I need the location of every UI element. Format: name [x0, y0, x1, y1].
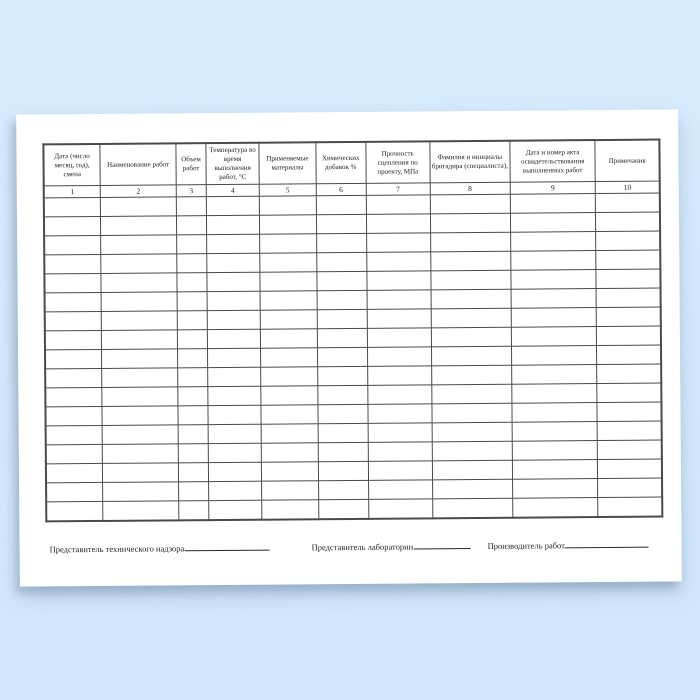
table-cell: [596, 212, 660, 232]
column-header-8: Фамилия и инициалы бригадира (специалиста),: [430, 141, 510, 184]
table-cell: [597, 345, 661, 365]
column-number-cell: 5: [259, 184, 316, 196]
table-cell: [45, 350, 102, 369]
table-cell: [102, 330, 178, 350]
table-cell: [432, 442, 512, 462]
table-cell: [512, 498, 598, 518]
table-cell: [368, 404, 432, 424]
table-cell: [261, 348, 318, 367]
table-cell: [316, 234, 366, 253]
table-cell: [596, 231, 660, 251]
table-cell: [318, 481, 368, 500]
table-cell: [45, 312, 102, 331]
table-cell: [597, 402, 661, 422]
table-cell: [45, 407, 102, 426]
table-cell: [511, 346, 597, 366]
table-cell: [177, 273, 207, 292]
table-cell: [209, 463, 262, 482]
table-cell: [431, 328, 511, 348]
table-cell: [100, 197, 176, 217]
table-cell: [511, 270, 597, 290]
table-cell: [207, 216, 260, 235]
signature-row: [20, 537, 682, 556]
table-cell: [101, 254, 177, 274]
table-cell: [368, 423, 432, 443]
table-cell: [512, 403, 598, 423]
column-number-cell: 1: [44, 186, 101, 198]
column-number-cell: 4: [206, 185, 259, 197]
table-cell: [101, 292, 177, 312]
table-cell: [176, 216, 206, 235]
table-cell: [260, 215, 317, 234]
table-cell: [102, 368, 178, 388]
table-cell: [177, 235, 207, 254]
table-cell: [318, 500, 368, 520]
table-cell: [101, 216, 177, 236]
table-cell: [209, 501, 262, 521]
table-cell: [102, 444, 178, 464]
table-cell: [44, 217, 101, 236]
table-cell: [261, 386, 318, 405]
table-cell: [597, 421, 661, 441]
column-number-cell: 9: [510, 182, 596, 195]
table-cell: [317, 348, 367, 367]
table-cell: [44, 198, 101, 217]
table-cell: [317, 367, 367, 386]
table-cell: [102, 425, 178, 445]
table-cell: [512, 460, 598, 480]
table-cell: [317, 253, 367, 272]
table-cell: [597, 364, 661, 384]
table-cell: [366, 214, 430, 234]
signature-line: [413, 539, 470, 549]
table-cell: [368, 480, 432, 500]
table-cell: [511, 289, 597, 309]
table-cell: [511, 365, 597, 385]
table-cell: [45, 388, 102, 407]
table-cell: [511, 327, 597, 347]
table-cell: [597, 307, 661, 327]
column-header-2: Наименование работ: [100, 143, 176, 185]
signature-line: [184, 541, 269, 552]
table-cell: [178, 482, 208, 501]
column-header-1: Дата (число месяц, год), смена: [43, 144, 100, 186]
table-cell: [367, 290, 431, 310]
table-cell: [510, 232, 596, 252]
table-cell: [430, 252, 510, 272]
table-cell: [510, 213, 596, 233]
table-cell: [45, 293, 102, 312]
table-cell: [261, 443, 318, 462]
table-cell: [512, 384, 598, 404]
table-cell: [317, 310, 367, 329]
table-cell: [208, 425, 261, 444]
column-header-3: Объем работ: [176, 143, 206, 185]
column-header-4: Температура во время выполнения работ, °С: [206, 143, 259, 185]
column-number-cell: 6: [316, 184, 366, 196]
table-cell: [178, 444, 208, 463]
table-cell: [207, 235, 260, 254]
column-number-cell: 8: [430, 183, 510, 196]
table-cell: [431, 385, 511, 405]
table-cell: [103, 501, 179, 521]
table-cell: [512, 441, 598, 461]
table-cell: [432, 461, 512, 481]
table-cell: [432, 423, 512, 443]
table-cell: [511, 308, 597, 328]
table-cell: [368, 442, 432, 462]
table-cell: [512, 479, 598, 499]
signature-technical-supervisor: [50, 541, 270, 555]
table-cell: [431, 309, 511, 329]
signature-laboratory: [312, 539, 471, 552]
table-cell: [261, 462, 318, 481]
table-cell: [46, 464, 103, 483]
table-cell: [177, 311, 207, 330]
table-cell: [260, 329, 317, 348]
table-cell: [207, 311, 260, 330]
table-cell: [177, 254, 207, 273]
table-cell: [318, 424, 368, 443]
table-cell: [316, 215, 366, 234]
table-cell: [596, 193, 660, 213]
table-cell: [596, 288, 660, 308]
table-cell: [260, 272, 317, 291]
table-cell: [207, 330, 260, 349]
table-cell: [598, 440, 662, 460]
table-cell: [598, 478, 662, 498]
table-cell: [102, 406, 178, 426]
table-cell: [102, 349, 178, 369]
table-cell: [178, 406, 208, 425]
table-cell: [318, 462, 368, 481]
table-cell: [178, 463, 208, 482]
journal-table-wrap: [42, 139, 663, 523]
table-cell: [430, 214, 510, 234]
table-cell: [367, 385, 431, 405]
table-cell: [367, 347, 431, 367]
table-cell: [431, 290, 511, 310]
table-cell: [178, 425, 208, 444]
table-cell: [431, 271, 511, 291]
table-cell: [596, 269, 660, 289]
table-cell: [208, 387, 261, 406]
table-cell: [318, 405, 368, 424]
table-cell: [317, 329, 367, 348]
table-cell: [260, 291, 317, 310]
table-cell: [46, 483, 103, 502]
table-cell: [46, 445, 103, 464]
table-cell: [432, 480, 512, 500]
table-cell: [597, 383, 661, 403]
table-header-row: [43, 140, 659, 187]
table-cell: [316, 196, 366, 215]
table-cell: [176, 197, 206, 216]
table-cell: [260, 234, 317, 253]
table-cell: [261, 405, 318, 424]
table-cell: [598, 497, 662, 517]
table-cell: [262, 481, 319, 500]
form-sheet: [16, 109, 682, 586]
table-cell: [367, 328, 431, 348]
table-cell: [598, 459, 662, 479]
table-cell: [261, 367, 318, 386]
table-cell: [101, 235, 177, 255]
signature-label: Представитель лаборатории: [311, 541, 414, 553]
table-cell: [177, 330, 207, 349]
table-cell: [432, 404, 512, 424]
column-number-cell: 2: [100, 185, 176, 198]
column-header-9: Дата и номер акта освидетельствования выполненных работ: [510, 140, 596, 183]
table-cell: [46, 502, 103, 522]
column-header-10: Примечания: [595, 140, 659, 182]
table-cell: [208, 406, 261, 425]
table-cell: [366, 233, 430, 253]
table-cell: [177, 349, 207, 368]
table-cell: [431, 366, 511, 386]
journal-table: [42, 139, 663, 523]
table-cell: [512, 422, 598, 442]
column-header-5: Применяемые материалы: [259, 142, 316, 184]
table-cell: [430, 195, 510, 215]
table-cell: [45, 331, 102, 350]
table-cell: [207, 292, 260, 311]
table-cell: [208, 444, 261, 463]
table-cell: [261, 424, 318, 443]
table-cell: [207, 273, 260, 292]
table-cell: [101, 273, 177, 293]
signature-line: [565, 538, 649, 549]
table-cell: [102, 387, 178, 407]
table-cell: [178, 368, 208, 387]
signature-works-producer: [488, 538, 649, 551]
table-row: [46, 497, 662, 521]
table-cell: [596, 250, 660, 270]
table-cell: [101, 311, 177, 331]
table-cell: [318, 386, 368, 405]
table-cell: [367, 366, 431, 386]
table-cell: [46, 426, 103, 445]
table-cell: [368, 499, 432, 519]
table-cell: [597, 326, 661, 346]
table-cell: [206, 197, 259, 216]
table-cell: [431, 347, 511, 367]
table-cell: [510, 194, 596, 214]
table-cell: [178, 387, 208, 406]
table-cell: [368, 461, 432, 481]
column-header-7: Прочность сцепления по проекту, МПа: [366, 141, 430, 183]
table-cell: [177, 292, 207, 311]
signature-label: Производитель работ: [487, 540, 565, 551]
column-number-cell: 7: [366, 183, 430, 196]
signature-label: Представитель технического надзора: [49, 543, 185, 555]
column-number-cell: 3: [176, 185, 206, 197]
table-cell: [45, 369, 102, 388]
table-cell: [44, 236, 101, 255]
table-cell: [366, 195, 430, 215]
table-cell: [103, 482, 179, 502]
table-cell: [209, 482, 262, 501]
table-cell: [207, 254, 260, 273]
table-cell: [103, 463, 179, 483]
table-cell: [366, 252, 430, 272]
table-cell: [208, 349, 261, 368]
table-cell: [44, 255, 101, 274]
table-cell: [260, 310, 317, 329]
table-cell: [367, 271, 431, 291]
table-cell: [259, 196, 316, 215]
table-cell: [511, 251, 597, 271]
table-cell: [432, 499, 512, 519]
table-cell: [260, 253, 317, 272]
table-cell: [179, 501, 209, 521]
table-cell: [262, 500, 319, 520]
table-cell: [317, 291, 367, 310]
table-cell: [44, 274, 101, 293]
table-cell: [367, 309, 431, 329]
table-cell: [318, 443, 368, 462]
column-number-cell: 10: [596, 181, 660, 194]
table-cell: [430, 233, 510, 253]
table-cell: [317, 272, 367, 291]
table-cell: [208, 368, 261, 387]
column-header-6: Химических добавок %: [316, 142, 366, 184]
